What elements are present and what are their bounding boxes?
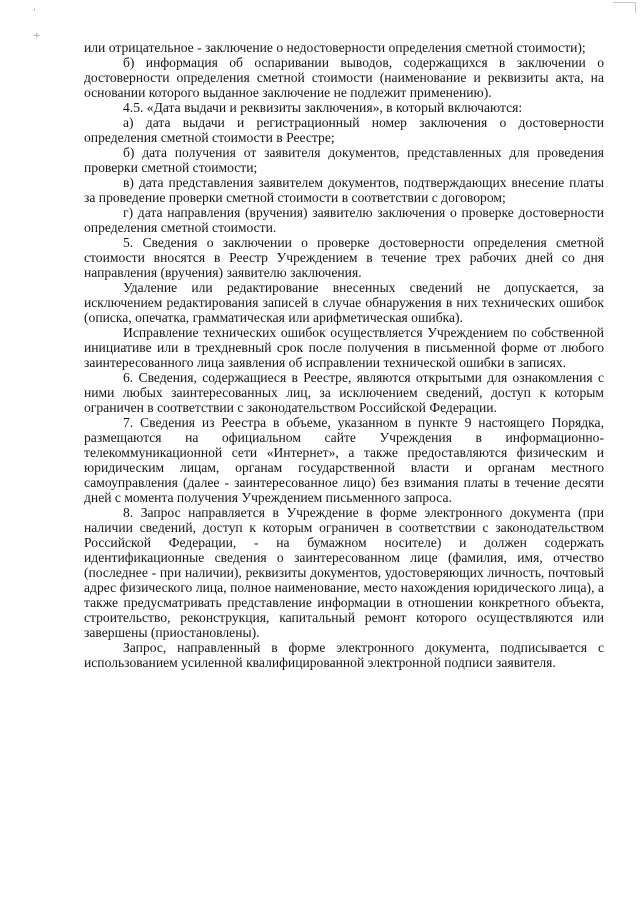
paragraph-7: г) дата направления (вручения) заявителю заключения о проверке достоверности определения сметной стоимости. bbox=[84, 205, 604, 235]
paragraph-9: Удаление или редактирование внесенных сведений не допускается, за исключением редактирования записей в случае обнаружения в них технических ошибок (описка, опечатка, грамматическая или арифметическая ошибка). bbox=[84, 280, 604, 325]
scan-mark-bottom: ÷ bbox=[33, 31, 41, 41]
paragraph-8: 5. Сведения о заключении о проверке достоверности определения сметной стоимости вносятся в Реестр Учреждением в течение трех рабочих дней со дня направления (вручения) заявителю заключения. bbox=[84, 235, 604, 280]
paragraph-2: б) информация об оспаривании выводов, содержащихся в заключении о достоверности определения сметной стоимости (наименование и реквизиты акта, на основании которого выданное заключение не подлежит применению). bbox=[84, 55, 604, 100]
paragraph-11: 6. Сведения, содержащиеся в Реестре, являются открытыми для ознакомления с ними любых заинтересованных лиц, за исключением сведений, доступ к которым ограничен в соответствии с законодательством Российской Федерации. bbox=[84, 370, 604, 415]
paragraph-3: 4.5. «Дата выдачи и реквизиты заключения», в который включаются: bbox=[123, 100, 523, 115]
paragraph-14: Запрос, направленный в форме электронного документа, подписывается с использованием усиленной квалифицированной электронной подписи заявителя. bbox=[84, 640, 604, 670]
paragraph-5: б) дата получения от заявителя документов, представленных для проведения проверки сметной стоимости; bbox=[84, 145, 604, 175]
paragraph-1: или отрицательное - заключение о недостоверности определения сметной стоимости); bbox=[84, 40, 586, 55]
paragraph-12: 7. Сведения из Реестра в объеме, указанном в пункте 9 настоящего Порядка, размещаются на официальном сайте Учреждения в информационно-телекоммуникационной сети «Интернет», а также предоставляются физическим и юридическим лицам, органам государственной власти и органам местного самоуправления (далее - заинтересованное лицо) без взимания платы в течение десяти дней с момента получения Учреждением письменного запроса. bbox=[84, 415, 604, 505]
scan-mark-top: ‘ bbox=[33, 8, 36, 18]
paragraph-10: Исправление технических ошибок осуществляется Учреждением по собственной инициативе или в трехдневный срок после получения в письменной форме от любого заинтересованного лица заявления об исправлении технической ошибки в записях. bbox=[84, 325, 604, 370]
paragraph-6: в) дата представления заявителем документов, подтверждающих внесение платы за проведение проверки сметной стоимости в соответствии с договором; bbox=[84, 175, 604, 205]
paragraph-13: 8. Запрос направляется в Учреждение в форме электронного документа (при наличии сведений, доступ к которым ограничен в соответствии с законодательством Российской Федерации, - на бумажном носителе) и должен содержать идентификационные сведения о заинтересованном лице (фамилия, имя, отчество (последнее - при наличии), реквизиты документов, удостоверяющих личность, почтовый адрес физического лица, полное наименование, место нахождения юридического лица), а также предусматривать представление информации в отношении конкретного объекта, строительство, реконструкция, капитальный ремонт которого осуществляются или завершены (приостановлены). bbox=[84, 505, 604, 640]
paragraph-4: а) дата выдачи и регистрационный номер заключения о достоверности определения сметной стоимости в Реестре; bbox=[84, 115, 604, 145]
document-body bbox=[84, 40, 604, 670]
scan-corner-mark bbox=[613, 2, 636, 13]
